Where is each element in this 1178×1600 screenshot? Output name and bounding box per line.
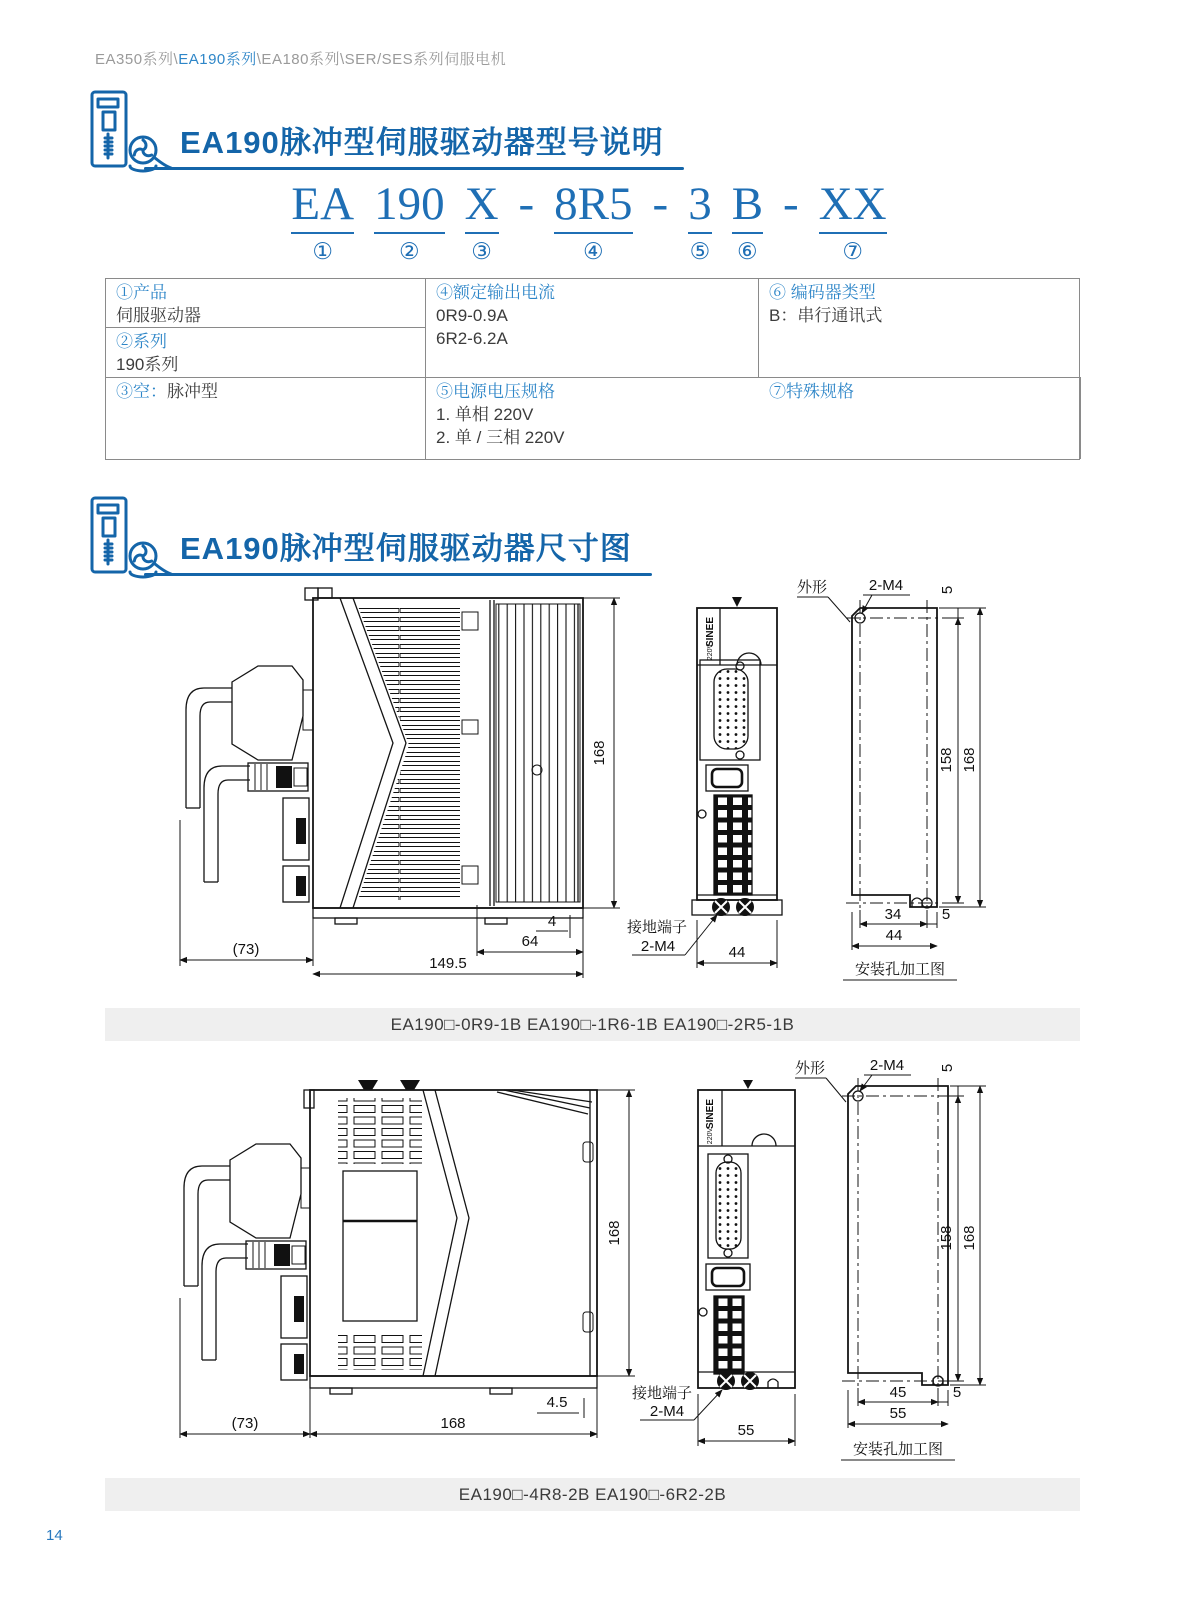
model-segment [374,180,445,265]
dim-cable: (73) [232,941,260,958]
breadcrumb-highlight: EA190系列 [178,51,257,68]
cell-rated-current [426,279,759,378]
dim-34: 34 [884,906,902,923]
cell-title: ③空： [116,382,167,401]
dim-64: 64 [521,933,539,950]
model-segment [819,180,887,265]
cell-title: ④额定输出电流 [436,283,555,302]
segment-text: XX [818,178,887,230]
cell-body: 6R2-6.2A [436,328,508,348]
cell-body: 190系列 [116,354,179,374]
cell-body: 伺服驱动器 [116,305,201,325]
segment-text: EA [291,178,355,230]
cell-body: 0R9-0.9A [436,305,508,325]
ground-terminal-sub: 2-M4 [640,938,676,955]
cell-encoder-type [759,279,1081,378]
model-dash: - [518,178,535,230]
outline-label: 外形 [796,579,828,596]
model-code [0,180,1178,265]
model-segment [688,180,712,265]
model-spec-table [105,278,1080,460]
dim-158: 158 [938,747,955,773]
dim-depth: 168 [440,1415,466,1432]
ground-terminal-sub: 2-M4 [649,1403,685,1420]
voltage-label: 220V [707,643,714,661]
ground-terminal-label: 接地端子 [631,1385,692,1402]
dim-top5: 5 [939,585,956,595]
mount-caption: 安装孔加工图 [852,1441,944,1458]
mounting-diagram [795,1057,986,1460]
voltage-label: 220V [707,1127,714,1145]
drive-motor-icon [86,494,174,580]
cell-body: B：串行通讯式 [769,305,883,325]
cell-title: ①产品 [116,283,167,302]
model-dash: - [652,178,669,230]
dim-44: 44 [885,927,903,944]
cell-series [106,328,426,378]
outline-label: 外形 [794,1060,826,1077]
section2-title: EA190脉冲型伺服驱动器尺寸图 [180,531,632,566]
segment-number: ④ [583,238,604,265]
dim-height: 168 [591,740,608,766]
caption-text: EA190□-4R8-2B EA190□-6R2-2B [458,1484,727,1504]
dim-158: 158 [938,1225,955,1251]
caption-text: EA190□-0R9-1B EA190□-1R6-1B EA190□-2R5-1B [390,1014,795,1034]
segment-text: B [731,178,764,230]
cell-voltage-spec [426,378,759,459]
breadcrumb [95,48,506,69]
segment-text: 8R5 [554,178,633,230]
brand-label: SINEE [705,1098,716,1130]
model-segment [291,180,354,265]
dim-45: 45 [889,1384,907,1401]
breadcrumb-part1: EA350系列\ [95,51,179,68]
segment-number: ⑥ [737,238,758,265]
hole-spec-label: 2-M4 [868,577,904,594]
page-number: 14 [46,1527,63,1544]
segment-number: ⑦ [842,238,863,265]
mounting-diagram [797,577,986,980]
cell-body: 2. 单 / 三相 220V [436,427,565,447]
segment-number: ③ [471,238,492,265]
dimension-drawing-large-frame [100,1046,1080,1476]
segment-number: ⑤ [689,238,711,265]
cell-title: ②系列 [116,332,167,351]
segment-number: ② [399,238,420,265]
dim-5: 5 [941,906,951,923]
front-view [627,597,782,968]
drive-motor-icon [86,88,174,174]
breadcrumb-part2: \EA180系列\SER/SES系列伺服电机 [256,51,507,68]
brand-label: SINEE [705,616,716,648]
cable-assembly [184,1144,310,1380]
section1-header [86,88,668,174]
model-segment [732,180,763,265]
dim-height: 168 [606,1220,623,1246]
side-view [304,1080,597,1394]
cable-assembly [186,666,313,902]
cell-body: 1. 单相 220V [436,404,534,424]
ground-terminal-label: 接地端子 [626,919,687,936]
drawing2-caption [105,1478,1080,1511]
dim-depth: 149.5 [429,955,467,972]
front-view [632,1080,795,1446]
dim-front-width: 55 [737,1422,755,1439]
cell-title: ⑤电源电压规格 [436,382,555,401]
hole-spec-label: 2-M4 [869,1057,905,1074]
dim-cable: (73) [231,1415,259,1432]
segment-text: 190 [374,178,445,230]
dim-168: 168 [961,1225,978,1251]
cell-title: ⑦特殊规格 [769,382,854,401]
model-segment [554,180,632,265]
segment-text: 3 [688,178,712,230]
segment-number: ① [312,238,334,265]
dim-55: 55 [889,1405,907,1422]
section2-header [86,494,636,580]
dim-4: 4 [547,913,557,930]
segment-text: X [464,178,499,230]
dim-45offset: 4.5 [546,1394,568,1411]
dim-front-width: 44 [728,944,746,961]
dim-top5: 5 [939,1063,956,1073]
cell-pulse-type [106,378,426,459]
cell-special-spec [759,378,1081,459]
dimension-drawing-small-frame [100,570,1080,1008]
mount-caption: 安装孔加工图 [854,961,946,978]
model-segment [465,180,499,265]
cell-product [106,279,426,328]
model-dash: - [783,178,799,230]
cell-title: ⑥ 编码器类型 [769,283,876,302]
drawing1-caption [105,1008,1080,1041]
side-view [305,588,583,924]
dim-168: 168 [961,747,978,773]
dim-5: 5 [952,1384,962,1401]
cell-body: 脉冲型 [167,382,218,401]
section1-title: EA190脉冲型伺服驱动器型号说明 [180,125,664,160]
